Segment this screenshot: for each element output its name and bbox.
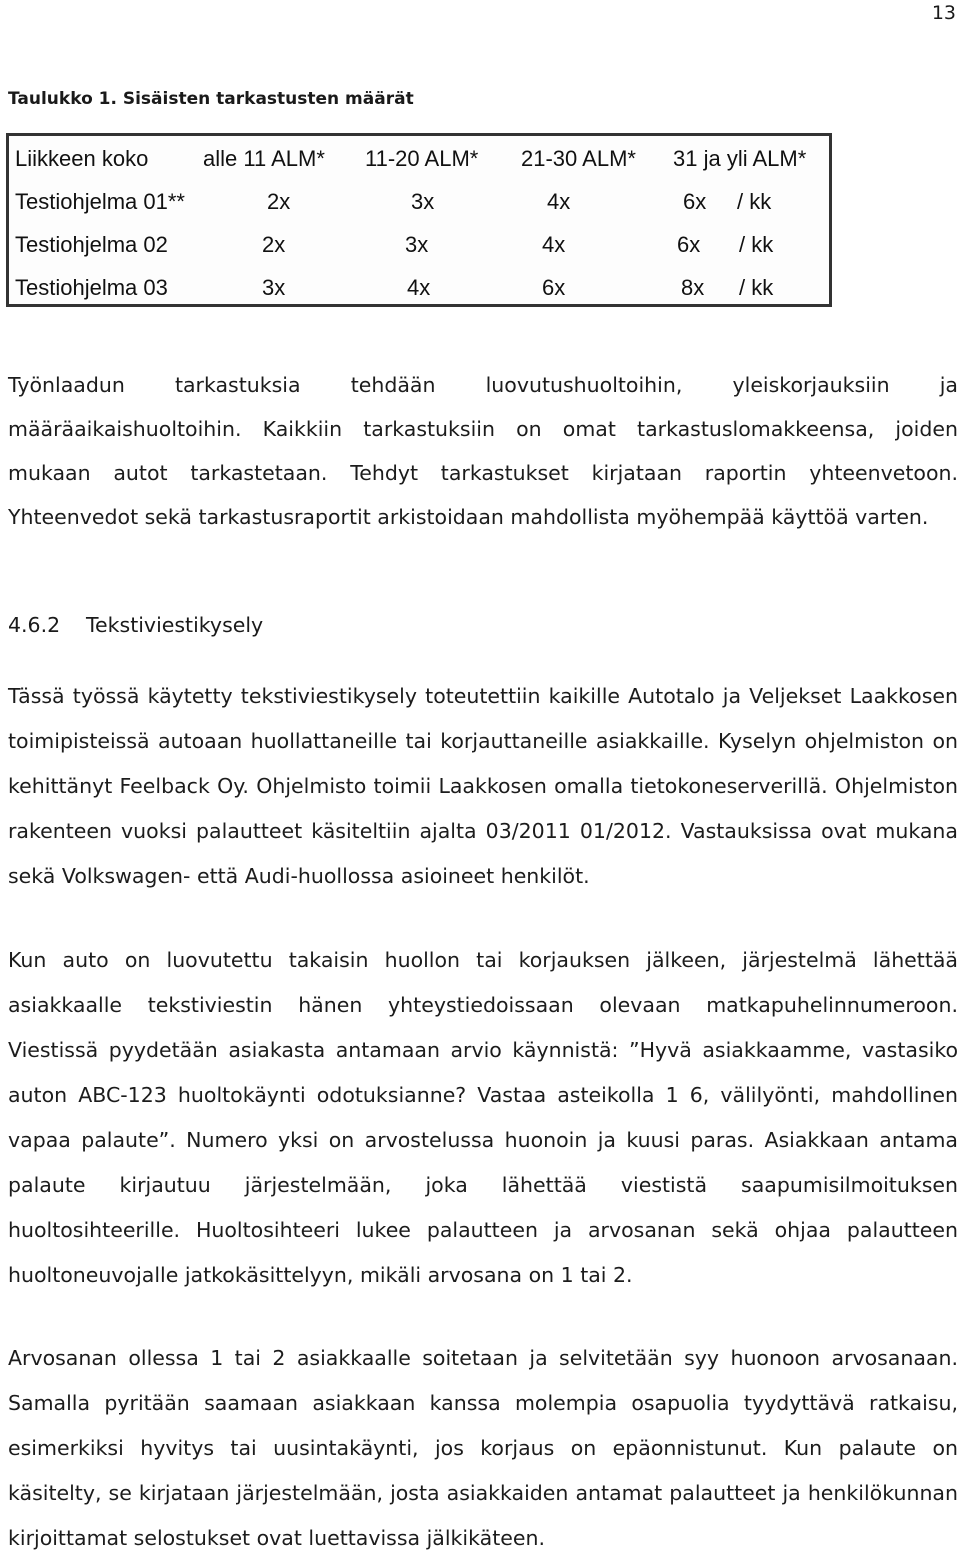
inspection-table (6, 133, 832, 307)
paragraph-low-score-handling: Arvosanan ollessa 1 tai 2 asiakkaalle soitetaan ja selvitetään syy huonoon arvosanaan. Samalla pyritään saamaan asiakkaan kanssa molempia osapuolia tyydyttävä ratkaisu, esimerkiksi hyvitys tai uusintakäynti, jos korjaus on epäonnistunut. Kun palaute on käsitelty, se kirjataan järjestelmään, josta asiakkaiden antamat palautteet ja henkilökunnan kirjoittamat selostukset ovat luettavissa jälkikäteen. (8, 1346, 958, 1550)
table-cell: 8x (681, 275, 705, 300)
paragraph-survey-intro: Tässä työssä käytetty tekstiviestikysely toteutettiin kaikille Autotalo ja Veljekset Laakkosen toimipisteissä autoaan huollattaneille tai korjauttaneille asiakkaille. Kyselyn ohjelmiston on kehittänyt Feelback Oy. Ohjelmisto toimii Laakkosen omalla tietokoneserverillä. Ohjelmiston rakenteen vuoksi palautteet käsiteltiin ajalta 03/2011 01/2012. Vastauksissa ovat mukana sekä Volkswagen- että Audi-huollossa asioineet henkilöt. (8, 684, 958, 888)
table-header-row (9, 146, 829, 186)
table-cell: Testiohjelma 02 (15, 232, 168, 257)
table-row (9, 275, 829, 315)
header-cell: Liikkeen koko (15, 146, 149, 171)
table-cell: 6x (683, 189, 707, 214)
table-cell: Testiohjelma 01** (15, 189, 185, 214)
section-number: 4.6.2 (8, 613, 61, 637)
section-title: Tekstiviestikysely (86, 613, 264, 637)
table-caption: Taulukko 1. Sisäisten tarkastusten määrät (8, 89, 414, 109)
table-cell: / kk (739, 275, 774, 300)
paragraph-survey-process: Kun auto on luovutettu takaisin huollon tai korjauksen jälkeen, järjestelmä lähettää asiakkaalle tekstiviestin hänen yhteystiedoissaan olevaan matkapuhelinnumeroon. Viestissä pyydetään asiakasta antamaan arvio käynnistä: ”Hyvä asiakkaamme, vastasiko auton ABC-123 huoltokäynti odotuksianne? Vastaa asteikolla 1 6, välilyönti, mahdollinen vapaa palaute”. Numero yksi on arvostelussa huonoin ja kuusi paras. Asiakkaan antama palaute kirjautuu järjestelmään, joka lähettää viestistä saapumisilmoituksen huoltosihteerille. Huoltosihteeri lukee palautteen ja arvosanan sekä ohjaa palautteen huoltoneuvojalle jatkokäsittelyyn, mikäli arvosana on 1 tai 2. (8, 948, 958, 1287)
header-cell: 11-20 ALM* (365, 146, 479, 171)
header-cell: alle 11 ALM* (203, 146, 325, 171)
table-cell: 4x (542, 232, 566, 257)
table-cell: 4x (547, 189, 571, 214)
table-cell: 3x (262, 275, 286, 300)
table-row (9, 189, 829, 229)
table-row (9, 232, 829, 272)
table-cell: Testiohjelma 03 (15, 275, 168, 300)
table-cell: 4x (407, 275, 431, 300)
table-cell: 6x (542, 275, 566, 300)
header-cell: 31 ja yli ALM* (673, 146, 807, 171)
section-heading (8, 610, 263, 640)
table-cell: 6x (677, 232, 701, 257)
paragraph-inspections: Työnlaadun tarkastuksia tehdään luovutushuoltoihin, yleiskorjauksiin ja määräaikaishuoltoihin. Kaikkiin tarkastuksiin on omat tarkastuslomakkeensa, joiden mukaan autot tarkastetaan. Tehdyt tarkastukset kirjataan raportin yhteenvetoon. Yhteenvedot sekä tarkastusraportit arkistoidaan mahdollista myöhempää käyttöä varten. (8, 373, 958, 529)
header-cell: 21-30 ALM* (521, 146, 636, 171)
table-cell: / kk (739, 232, 774, 257)
table-cell: 3x (405, 232, 429, 257)
table-cell: 3x (411, 189, 435, 214)
table-cell: 2x (267, 189, 291, 214)
table-cell: / kk (737, 189, 772, 214)
page-number: 13 (931, 2, 956, 24)
table-cell: 2x (262, 232, 286, 257)
